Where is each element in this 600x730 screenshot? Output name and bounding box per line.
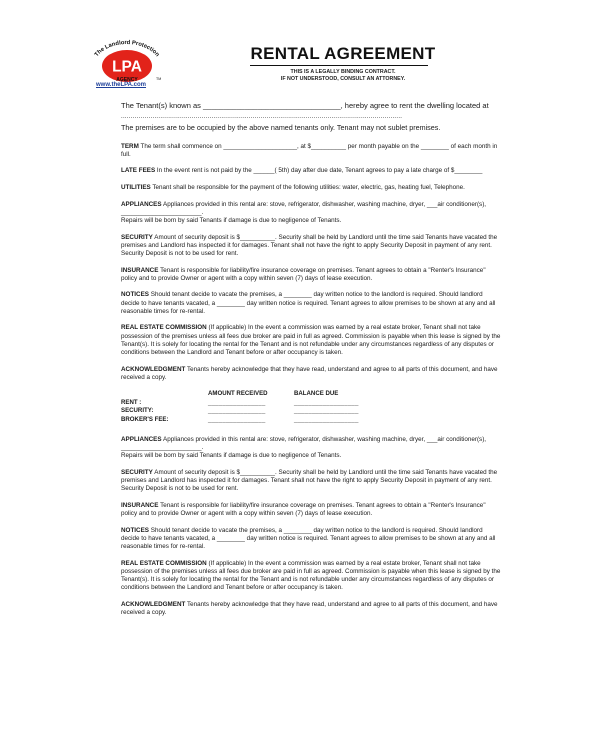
appliances-clause: APPLIANCES Appliances provided in this rental are: stove, refrigerator, dishwasher, washing machine, dryer, ___air conditioner(s), _______________________. Repairs will be born by said Tenants if damage is due to negligence of Tenants.	[121, 200, 487, 224]
table-row	[121, 416, 501, 424]
payments-table	[121, 390, 501, 424]
security-heading: SECURITY	[121, 233, 153, 241]
acknowledgment-heading: ACKNOWLEDGMENT	[121, 601, 186, 608]
row-label: BROKER'S FEE:	[121, 415, 169, 423]
address-dotted-line: ...............................................................................................................................................	[121, 113, 403, 120]
page-title: RENTAL AGREEMENT	[250, 44, 436, 63]
notices-clause-repeat: NOTICES Should tenant decide to vacate the premises, a ________ day written notice to the landlord is required. Should landlord decide to have tenants vacated, a ________ day written notice is required. Tenant agrees to allow premises to be shown at any and all reasonable times for re-rental.	[121, 526, 496, 551]
tenant-paragraph: The Tenant(s) known as _________________________________, hereby agree to rent the dwelling located at	[121, 101, 489, 110]
commission-heading: REAL ESTATE COMMISSION	[121, 559, 207, 567]
acknowledgment-heading: ACKNOWLEDGMENT	[121, 365, 186, 373]
logo-arc-bottom-text: AGENCY	[116, 77, 138, 84]
commission-clause-repeat: REAL ESTATE COMMISSION (If applicable) In the event a commission was earned by a real estate broker, Tenant shall not take possession of the premises unless all fees due broker are paid in full as agreed. Commission is payable when this lease is signed by the Tenant(s). It is solely for locating the rental for the Tenant and is not refundable under any circumstances regardless of any disputes or conditions between the Landlord and Tenant before or after occupancy is taken.	[121, 559, 501, 592]
logo-tm: TM	[156, 77, 162, 81]
logo-arc-top-text: The Landlord Protection	[93, 39, 161, 59]
legal-notice: THIS IS A LEGALLY BINDING CONTRACT. IF NOT UNDERSTOOD, CONSULT AN ATTORNEY.	[280, 69, 406, 82]
security-clause-repeat: SECURITY Amount of security deposit is $__________. Security shall be held by Landlord until the time said Tenants have vacated the premises and Landlord has inspected it for damages. Tenant shall not have the right to apply Security Deposit in payment of any rent. Security Deposit is not to be used for rent.	[121, 469, 498, 493]
insurance-clause: INSURANCE Tenant is responsible for liability/fire insurance coverage on premises. Tenant agrees to obtain a "Renter's Insurance" policy and to provide Owner or agent with a copy within seven (7) days of lease execution.	[121, 266, 486, 282]
commission-heading: REAL ESTATE COMMISSION	[121, 324, 207, 332]
appliances-heading: APPLIANCES	[121, 436, 162, 443]
late-fees-clause: LATE FEES In the event rent is not paid by the ______( 5th) day after due date, Tenant agrees to pay a late charge of $________	[121, 167, 483, 175]
row-label: RENT :	[121, 398, 142, 406]
insurance-heading: INSURANCE	[121, 502, 159, 509]
title-underline	[250, 65, 428, 66]
acknowledgment-clause-repeat: ACKNOWLEDGMENT Tenants hereby acknowledge that they have read, understand and agree to all parts of this document, and have received a copy.	[121, 601, 498, 617]
balance-field[interactable]: __________________	[294, 415, 359, 423]
amount-field[interactable]: ________________	[208, 407, 266, 415]
premises-paragraph: The premises are to be occupied by the above named tenants only. Tenant may not sublet premises.	[121, 122, 441, 132]
late-fees-heading: LATE FEES	[121, 167, 156, 175]
term-heading: TERM	[121, 142, 139, 150]
utilities-clause: UTILITIES Tenant shall be responsible for the payment of the following utilities: water, electric, gas, heating fuel, Telephone.	[121, 183, 465, 191]
row-label: SECURITY:	[121, 407, 154, 415]
balance-field[interactable]: __________________	[294, 407, 359, 415]
commission-clause: REAL ESTATE COMMISSION (If applicable) In the event a commission was earned by a real estate broker, Tenant shall not take possession of the premises unless all fees due broker are paid in full as agreed. Commission is payable when this lease is signed by the Tenant(s). It is solely for locating the rental for the Tenant and is not refundable under any circumstances regardless of any disputes or conditions between the Landlord and Tenant before or after occupancy is taken.	[121, 324, 501, 356]
logo-url-link[interactable]: www.theLPA.com	[96, 82, 147, 88]
appliances-heading: APPLIANCES	[121, 200, 162, 208]
notices-heading: NOTICES	[121, 291, 149, 299]
acknowledgment-clause: ACKNOWLEDGMENT Tenants hereby acknowledge that they have read, understand and agree to all parts of this document, and have received a copy.	[121, 365, 498, 381]
amount-received-header: AMOUNT RECEIVED	[208, 390, 268, 398]
term-clause: TERM The term shall commence on _____________________, at $__________ per month payable on the ________ of each month in full.	[121, 142, 498, 158]
balance-field[interactable]: __________________	[294, 398, 359, 406]
insurance-heading: INSURANCE	[121, 266, 159, 274]
security-clause: SECURITY Amount of security deposit is $__________. Security shall be held by Landlord until the time said Tenants have vacated the premises and Landlord has inspected it for damages. Tenant shall not have the right to apply Security Deposit in payment of any rent. Security Deposit is not to be used for rent.	[121, 233, 498, 257]
table-row	[121, 399, 501, 407]
amount-field[interactable]: ________________	[208, 398, 266, 406]
amount-field[interactable]: ________________	[208, 415, 266, 423]
security-heading: SECURITY	[121, 469, 153, 476]
notices-heading: NOTICES	[121, 526, 149, 534]
payments-table-header	[121, 390, 501, 398]
balance-due-header: BALANCE DUE	[294, 390, 339, 398]
notices-clause: NOTICES Should tenant decide to vacate the premises, a ________ day written notice to the landlord is required. Should landlord decide to have tenants vacated, a ________ day written notice is required. Tenant agrees to allow premises to be shown at any and all reasonable times for re-rental.	[121, 291, 496, 315]
table-row	[121, 407, 501, 415]
insurance-clause-repeat: INSURANCE Tenant is responsible for liability/fire insurance coverage on premises. Tenant agrees to obtain a "Renter's Insurance" policy and to provide Owner or agent with a copy within seven (7) days of lease execution.	[121, 502, 486, 518]
logo-initials: LPA	[112, 58, 142, 76]
agreement-body	[121, 101, 501, 626]
appliances-clause-repeat: APPLIANCES Appliances provided in this rental are: stove, refrigerator, dishwasher, washing machine, dryer, ___air conditioner(s), _______________________. Repairs will be born by said Tenants if damage is due to negligence of Tenants.	[121, 436, 487, 460]
utilities-heading: UTILITIES	[121, 183, 151, 191]
